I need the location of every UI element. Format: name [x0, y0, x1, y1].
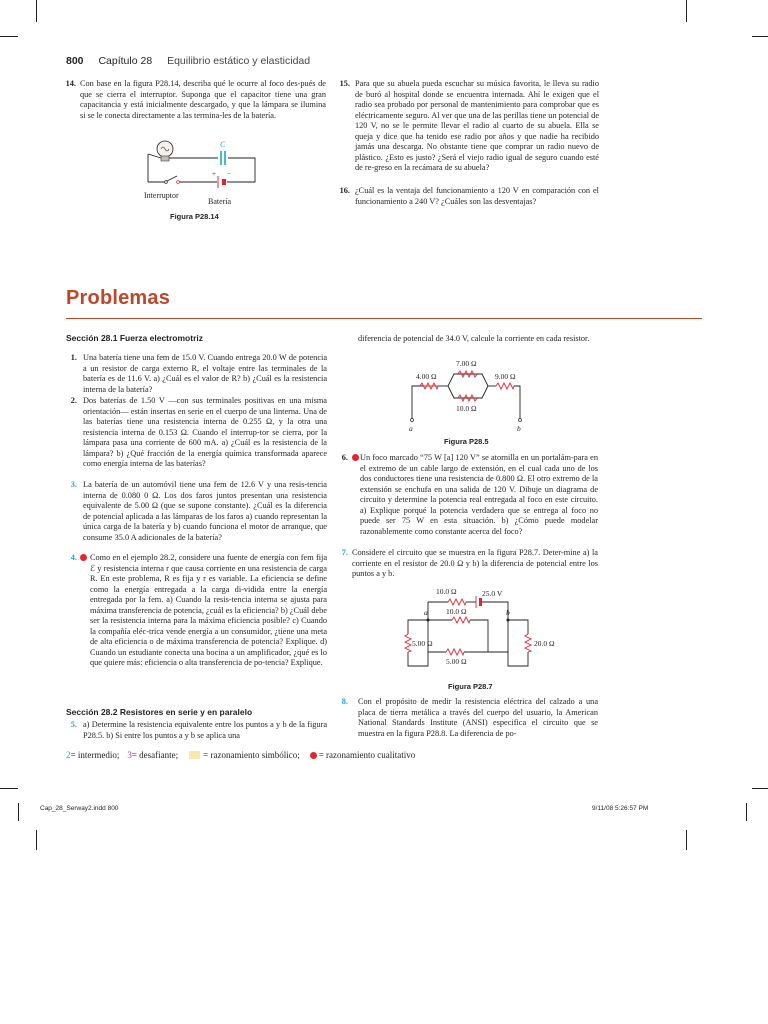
problem-number: 1.	[70, 353, 77, 362]
legend-challenging-label: = desafiante;	[131, 750, 179, 760]
problem-text: Un foco marcado “75 W [a] 120 V” se atornilla en un portalám-para en el extremo de un cable largo de extensión, en el cual cada uno de los dos conductores tiene una resistencia de 0.800 Ω. El otro extremo de la extensión se enchufa en una salida de 120 V. Dibuje un diagrama de circuito y determine la potencia real entregada al foco en este circuito. a) Explique porqué la potencia verdadera que se entrega al foco no puede ser 75 W en esta situación. b) ¿Cómo puede modelar razonablemente como constante acerca del foco?	[360, 453, 598, 536]
question-text: Con base en la figura P28.14, describa qué le ocurre al foco des-pués de que se cierra el interruptor. Suponga que el capacitor tiene una gran capacitancia y está inicialmente descargado, y que la lámpara se ilumina si se le conecta directamente a las termina-les de la batería.	[80, 79, 326, 120]
problem-text: La batería de un automóvil tiene una fem de 12.6 V y una resis-tencia interna de 0.080 0 Ω. Los dos faros juntos presentan una resistencia equivalente de 5.00 Ω (que se supone constante). ¿Cuál es la diferencia de potencial aplicada a las lámparas de los faros a) cuando representan la única carga de la batería y b) cuando funciona el motor de arranque, que consume 35.0 A adicionales de la batería?	[83, 480, 327, 542]
figure-p28-14	[130, 134, 280, 214]
problem-text: Dos baterías de 1.50 V —con sus terminales positivas en una misma orientación— están insertas en serie en el cuerpo de una linterna. Una de las baterías tiene una resistencia interna de 0.255 Ω, y la otra una resistencia interna de 0.153 Ω. Cuando el interrup-tor se cierra, por la lámpara pasa una corriente de 600 mA. a) ¿Cuál es la resistencia de la lámpara? b) ¿Qué fracción de la energía química transformada aparece como energía interna de las baterías?	[83, 396, 327, 468]
problem-text: Considere el circuito que se muestra en la figura P28.7. Deter-mine a) la corriente en el resistor de 20.0 Ω y b) la diferencia de potencial entre los puntos a y b.	[352, 548, 598, 578]
resistor-label: 7.00 Ω	[456, 359, 477, 368]
qualitative-dot-icon	[352, 454, 359, 461]
crop-mark	[0, 788, 18, 789]
crop-mark	[752, 788, 768, 789]
problem-number: 2.	[70, 396, 77, 405]
figure-caption: Figura P28.7	[448, 682, 493, 691]
legend-intermediate-number: 2	[66, 750, 71, 760]
problem-number: 7.	[341, 548, 348, 557]
resistor-label: 9.00 Ω	[495, 372, 516, 381]
slug-file: Cap_28_Serway2.indd 800	[40, 805, 119, 812]
point-label: b	[506, 608, 510, 617]
section-heading: Sección 28.1 Fuerza electromotriz	[66, 333, 203, 343]
crop-mark	[0, 36, 18, 37]
qualitative-dot-icon	[310, 752, 317, 759]
crop-mark	[686, 830, 687, 850]
symbolic-box-icon	[189, 751, 200, 759]
question-number: 15.	[339, 79, 350, 88]
legend-symbolic-label: = razonamiento simbólico;	[203, 750, 300, 760]
running-header	[66, 55, 310, 67]
resistor-label: 5.00 Ω	[446, 657, 467, 666]
resistor-label: 5.00 Ω	[412, 639, 433, 648]
figure-caption: Figura P28.14	[170, 212, 219, 221]
question-number: 16.	[339, 186, 350, 195]
emf-label: 25.0 V	[482, 589, 503, 598]
question-number: 14.	[65, 79, 76, 88]
problem-number: 3.	[70, 480, 77, 489]
problem-text: a) Determine la resistencia equivalente entre los puntos a y b de la figura P28.5. b) Si entre los puntos a y b se aplica una	[83, 720, 327, 740]
problem-number: 4.	[70, 553, 77, 562]
problem-text: Una batería tiene una fem de 15.0 V. Cuando entrega 20.0 W de potencia a un resistor de carga externo R, el voltaje entre las terminales de la batería es de 11.6 V. a) ¿Cuál es el valor de R? b) ¿Cuál es la resistencia interna de la batería?	[83, 353, 327, 394]
resistor-label: 10.0 Ω	[446, 607, 467, 616]
crop-mark	[746, 803, 747, 821]
crop-mark	[36, 0, 37, 22]
qualitative-dot-icon	[80, 554, 87, 561]
problems-heading: Problemas	[66, 287, 171, 309]
difficulty-legend	[66, 750, 415, 760]
problem-text: Con el propósito de medir la resistencia eléctrica del calzado a una placa de tierra metálica a través del cuerpo del usuario, la American National Standards Institute (ANSI) especifica el circuito que se muestra en la figura P28.8. La diferencia de po-	[358, 697, 598, 738]
battery-plus: +	[212, 170, 216, 178]
point-label: a	[424, 608, 428, 617]
switch-label: Interruptor	[144, 191, 179, 200]
problem-number: 8.	[341, 697, 348, 706]
slug-date: 9/11/08 5:26:57 PM	[592, 805, 649, 812]
figure-p28-5	[400, 356, 530, 436]
legend-challenging-number: 3	[127, 750, 132, 760]
problem-text-continued: diferencia de potencial de 34.0 V, calcule la corriente en cada resistor.	[358, 334, 590, 343]
point-label: a	[409, 424, 413, 433]
crop-mark	[752, 36, 768, 37]
battery-minus: −	[227, 170, 231, 178]
capacitor-label: C	[220, 140, 226, 149]
page-number: 800	[66, 55, 84, 67]
resistor-label: 4.00 Ω	[416, 372, 437, 381]
figure-caption: Figura P28.5	[444, 437, 489, 446]
resistor-label: 10.0 Ω	[436, 587, 457, 596]
chapter-title: Equilibrio estático y elasticidad	[167, 55, 311, 67]
capacitor-icon	[221, 151, 225, 165]
crop-mark	[686, 0, 687, 22]
figure-p28-7	[396, 582, 576, 672]
problem-number: 6.	[341, 453, 348, 462]
legend-qualitative-label: = razonamiento cualitativo	[318, 750, 416, 760]
heading-rule	[66, 318, 702, 319]
resistor-label: 10.0 Ω	[456, 404, 477, 413]
problem-text: Como en el ejemplo 28.2, considere una fuente de energía con fem fija ℰ y resistencia interna r que causa corriente en una resistencia de carga R. En este problema, R es fija y r es variable. La eficiencia se define como la energía entregada a la carga di-vidida entre la energía entregada por la fem. a) Cuando la resis-tencia interna se ajusta para máxima transferencia de potencia, ¿cuál es la eficiencia? b) ¿Cuál debe ser la resistencia interna para la máxima eficiencia posible? c) Cuando la compañía eléc-trica vende energía a un consumidor, ¿tiene una meta de alta eficiencia o de máxima transferencia de potencia? Explique. d) Cuando un estudiante conecta una bocina a un amplificador, ¿qué es lo que quiere más: eficiencia o alta transferencia de po-tencia? Explique.	[90, 553, 327, 667]
question-text: ¿Cuál es la ventaja del funcionamiento a 120 V en comparación con el funcionamiento a 240 V? ¿Cuáles son las desventajas?	[355, 186, 599, 206]
question-text: Para que su abuela pueda escuchar su música favorita, le lleva su radio de buró al hospital donde se encuentra internada. Ahí le exigen que el radio sea probado por personal de mantenimiento para comprobar que es eléctricamente seguro. Al ver que una de las perillas tiene un potencial de 120 V, no se le permite llevar el radio al cuarto de su abuela. Ella se queja y dice que ha tenido ese radio por años y que nadie ha recibido jamás una descarga. No obstante tiene que comprar un radio nuevo de plástico. ¿Esto es justo? ¿Será el viejo radio igual de seguro cuando esté de re-greso en la recámara de su abuela?	[355, 79, 599, 172]
battery-label: Batería	[208, 197, 232, 206]
section-heading: Sección 28.2 Resistores en serie y en paralelo	[66, 707, 253, 717]
problem-number: 5.	[70, 720, 77, 729]
legend-intermediate-label: = intermedio;	[70, 750, 120, 760]
chapter-label: Capítulo 28	[98, 55, 153, 67]
resistor-label: 20.0 Ω	[534, 639, 555, 648]
point-label: b	[517, 424, 521, 433]
switch-icon	[165, 176, 180, 183]
crop-mark	[36, 830, 37, 850]
crop-mark	[18, 803, 19, 821]
battery-icon	[218, 176, 226, 188]
